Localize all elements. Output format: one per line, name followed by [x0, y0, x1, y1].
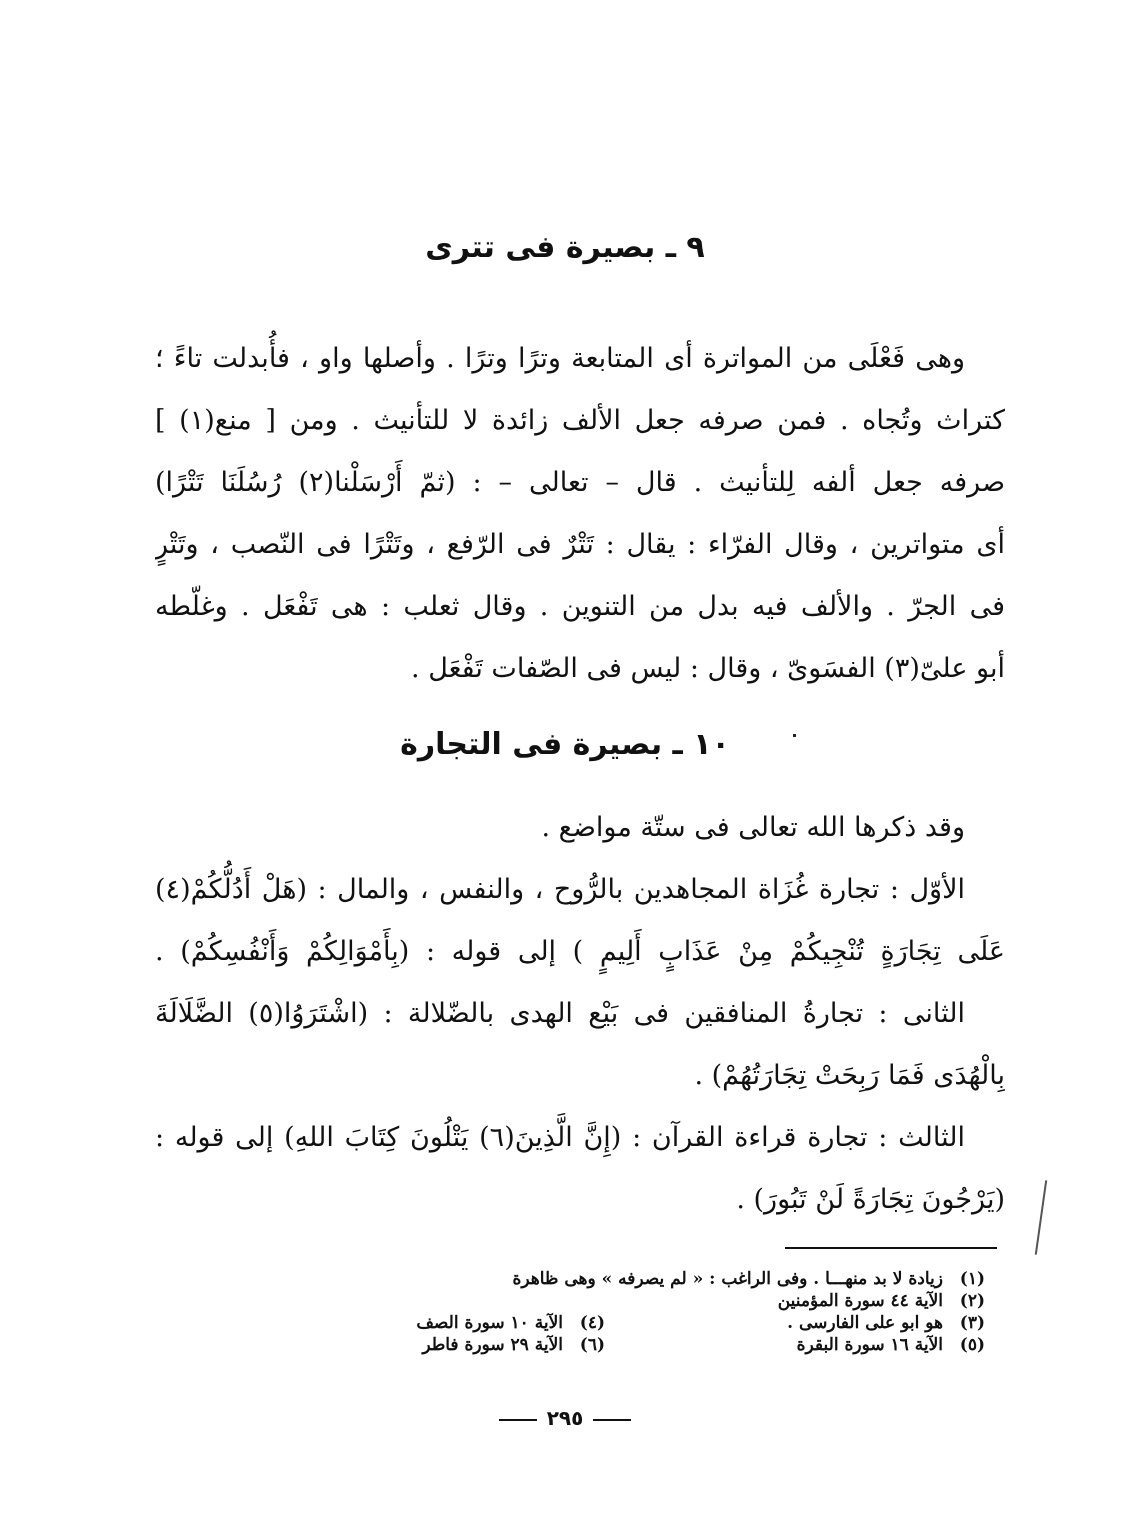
paragraph-line: عَلَى تِجَارَةٍ تُنْجِيكُمْ مِنْ عَذَابٍ أَلِيمٍ ) إلى قوله : (بِأَمْوَالِكُمْ وَأَنْفُسِكُمْ) .	[155, 936, 1005, 967]
footnote-text: الآية ٤٤ سورة المؤمنين	[777, 1291, 943, 1311]
section-10-heading: ١٠ ـ بصيرة فى التجارة	[400, 727, 730, 762]
footnote-row	[280, 1290, 985, 1312]
footnote-text: زيادة لا بد منهـــا . وفى الراغب : « لم يصرفه » وهى ظاهرة	[512, 1269, 943, 1289]
paragraph-line: أى متواترين ، وقال الفرّاء : يقال : تَتْرٌ فى الرّفع ، وتَتْرًا فى النّصب ، وتَتْرٍ	[155, 529, 1005, 560]
section-9-body	[155, 328, 1005, 700]
scan-mark	[1035, 1180, 1047, 1255]
page-number	[0, 1406, 1130, 1430]
paragraph-line: أبو علىّ(٣) الفسَوىّ ، وقال : ليس فى الصّفات تَفْعَل .	[411, 653, 1005, 684]
paragraph-line: فى الجرّ . والألف فيه بدل من التنوين . وقال ثعلب : هى تَفْعَل . وغلّطه	[155, 591, 1005, 622]
footnote-number: (٦)	[579, 1335, 605, 1355]
paragraph-line: الأوّل : تجارة غُزَاة المجاهدين بالرُّوح ، والنفس ، والمال : (هَلْ أَدُلُّكُمْ(٤)	[155, 874, 965, 905]
footnote-row	[280, 1268, 985, 1290]
footnote-text: الآية ٢٩ سورة فاطر	[422, 1335, 563, 1355]
page-number-dash	[593, 1419, 631, 1421]
page-number-dash	[499, 1419, 537, 1421]
scan-speck	[793, 734, 796, 737]
paragraph-line: كتراث وتُجاه . فمن صرفه جعل الألف زائدة لا للتأنيث . ومن [ منع(١) ]	[155, 405, 1005, 436]
section-9-heading: ٩ ـ بصيرة فى تترى	[425, 230, 705, 265]
footnote-row	[280, 1312, 985, 1334]
paragraph-line: وقد ذكرها الله تعالى فى ستّة مواضع .	[541, 812, 965, 843]
paragraph-line: بِالْهُدَى فَمَا رَبِحَتْ تِجَارَتُهُمْ) .	[694, 1060, 1005, 1091]
footnote-text: الآية ١٦ سورة البقرة	[796, 1335, 943, 1355]
footnote-separator	[785, 1247, 997, 1249]
footnote-number: (٣)	[959, 1313, 985, 1333]
footnote-number: (٢)	[959, 1291, 985, 1311]
section-10-body	[155, 797, 1005, 1231]
footnote-row	[280, 1334, 985, 1356]
paragraph-line: الثانى : تجارةُ المنافقين فى بَيْع الهدى بالضّلالة : (اشْتَرَوُا(٥) الضَّلَالَةَ	[155, 998, 965, 1029]
paragraph-line: صرفه جعل ألفه لِلتأنيث . قال – تعالى – : (ثمّ أَرْسَلْنا(٢) رُسُلَنَا تَتْرًا)	[155, 467, 1005, 498]
footnote-text: هو ابو على الفارسى .	[787, 1313, 943, 1333]
footnotes	[280, 1268, 985, 1356]
footnote-text: الآية ١٠ سورة الصف	[416, 1313, 563, 1333]
footnote-number: (٤)	[579, 1313, 605, 1333]
page-number-value: ٢٩٥	[546, 1406, 584, 1430]
paragraph-line: الثالث : تجارة قراءة القرآن : (إِنَّ الَّذِينَ(٦) يَتْلُونَ كِتَابَ اللهِ) إلى قوله :	[155, 1122, 965, 1153]
footnote-number: (١)	[959, 1269, 985, 1289]
paragraph-line: (يَرْجُونَ تِجَارَةً لَنْ تَبُورَ) .	[736, 1184, 1005, 1215]
paragraph-line: وهى فَعْلَى من المواترة أى المتابعة وترًا وترًا . وأصلها واو ، فأُبدلت تاءً ؛	[155, 343, 965, 374]
footnote-number: (٥)	[959, 1335, 985, 1355]
